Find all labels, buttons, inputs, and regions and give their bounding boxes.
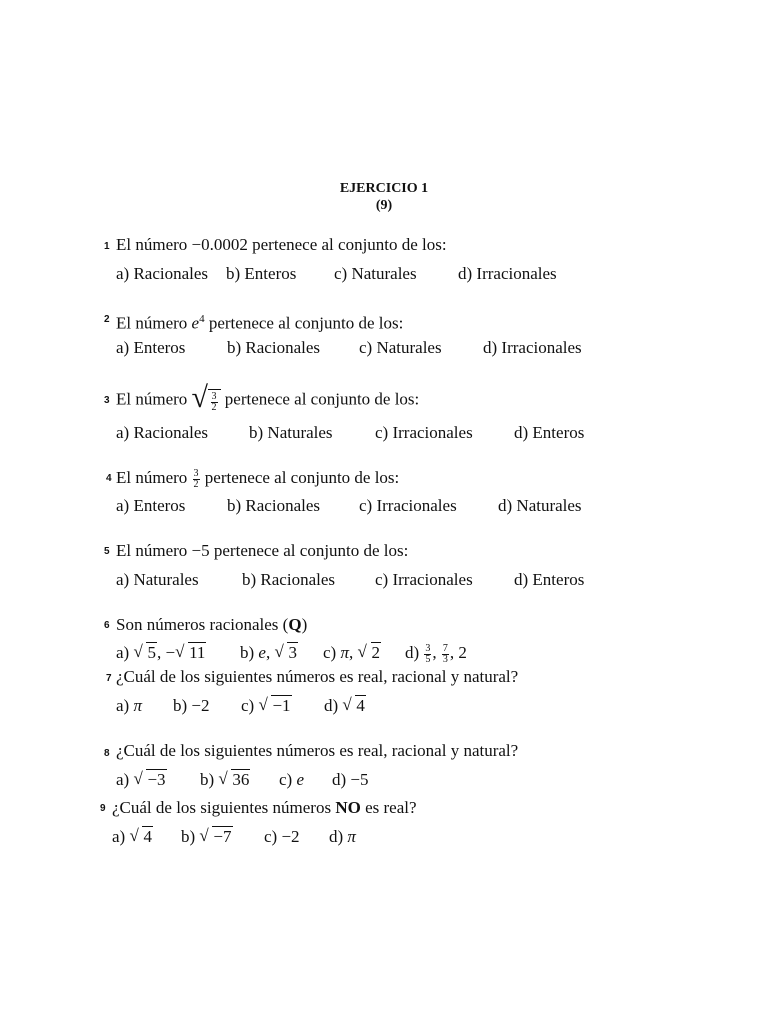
option-d[interactable]: d) Naturales (498, 496, 582, 515)
question-9-text (112, 798, 417, 818)
exercise-count: (9) (375, 198, 393, 213)
question-text: pertenece al conjunto de los: (209, 541, 409, 560)
square-root (342, 696, 366, 716)
option-a[interactable]: a) Racionales (116, 423, 209, 442)
option-d[interactable] (324, 696, 366, 716)
option-label: c) (241, 696, 255, 715)
math-value: π (133, 696, 142, 715)
option-d[interactable]: d) Enteros (514, 570, 585, 589)
sqrt-icon: √ (129, 826, 139, 845)
radicand: −3 (147, 770, 166, 789)
math-value: −5 (350, 770, 369, 789)
option-d[interactable]: d) Irracionales (458, 264, 557, 283)
option-b[interactable] (200, 770, 279, 790)
question-number: 9 (100, 803, 106, 814)
option-d[interactable]: d) Enteros (514, 423, 585, 442)
separator: , (349, 643, 358, 662)
math-value: e (296, 770, 305, 789)
option-c[interactable]: c) Irracionales (375, 423, 473, 442)
option-a[interactable] (116, 643, 240, 663)
math-value: −5 (191, 541, 210, 560)
option-b[interactable] (240, 643, 323, 663)
fraction-numerator: 7 (442, 642, 448, 654)
question-text: pertenece al conjunto de los: (220, 389, 420, 409)
option-label: c) (264, 827, 278, 846)
option-label: a) (116, 643, 130, 662)
option-label: b) (173, 696, 188, 715)
question-1-text (116, 235, 447, 255)
fraction-numerator: 3 (193, 467, 199, 479)
question-text: El número (116, 389, 192, 409)
radicand: 11 (189, 643, 206, 662)
question-4-options (116, 496, 582, 516)
question-text: El número (116, 235, 192, 254)
square-root (133, 770, 166, 790)
sqrt-icon: √ (133, 769, 143, 788)
question-8-options (116, 770, 369, 790)
question-text: El número (116, 541, 192, 560)
square-root (358, 643, 382, 663)
fraction-numerator: 3 (211, 390, 217, 402)
option-label: a) (116, 696, 130, 715)
question-2-options (116, 338, 582, 358)
question-2-text (116, 309, 403, 334)
option-tail: , 2 (449, 643, 467, 662)
question-5-text (116, 541, 408, 561)
option-label: c) (323, 643, 337, 662)
question-text: pertenece al conjunto de los: (247, 235, 447, 254)
square-root (129, 827, 153, 847)
question-number: 1 (104, 241, 110, 252)
option-d[interactable]: d) $\frac{3}{5}$ , $\frac{7}{3}$ , 2 (405, 642, 467, 665)
option-a[interactable]: a) Racionales (116, 264, 209, 283)
question-text: Son números racionales ( (116, 615, 289, 634)
sqrt-icon: √ (191, 381, 209, 414)
question-5-options (116, 570, 584, 590)
option-c[interactable] (241, 696, 324, 716)
fraction-denominator: 3 (442, 653, 448, 665)
sqrt-icon: √ (274, 642, 284, 661)
separator: , (265, 643, 275, 662)
fraction-denominator: 5 (425, 653, 431, 665)
option-a[interactable]: a) Enteros (116, 338, 186, 357)
option-a[interactable]: a) Naturales (116, 570, 199, 589)
sqrt-icon: √ (357, 642, 367, 661)
square-root (199, 827, 232, 847)
question-3-text (116, 381, 420, 414)
question-text: pertenece al conjunto de los: (200, 468, 400, 487)
option-c[interactable] (264, 827, 329, 847)
question-text: El número (116, 313, 192, 333)
question-number: 7 (106, 673, 112, 684)
question-8-text: ¿Cuál de los siguientes números es real, racional y natural? (116, 741, 519, 760)
option-c[interactable]: c) Irracionales (359, 496, 457, 515)
option-d[interactable] (332, 770, 369, 790)
square-root (218, 770, 250, 790)
option-label: d) (324, 696, 339, 715)
fraction-numerator: 3 (425, 642, 431, 654)
option-b[interactable] (181, 827, 264, 847)
radicand: 4 (356, 696, 365, 715)
square-root (274, 643, 298, 663)
separator: , − (156, 643, 176, 662)
option-a[interactable] (116, 770, 200, 790)
question-number: 5 (104, 546, 110, 557)
question-number: 3 (104, 395, 110, 406)
option-label: a) (112, 827, 126, 846)
radicand: 3 (288, 643, 297, 662)
square-root (191, 381, 221, 414)
question-text: es real? (360, 798, 417, 817)
option-label: a) (116, 770, 130, 789)
math-value: π (347, 827, 356, 846)
option-c[interactable]: c) Naturales (359, 338, 442, 357)
option-label: b) (181, 827, 196, 846)
option-c[interactable] (323, 643, 405, 663)
option-b[interactable] (173, 696, 241, 716)
fraction-denominator: 2 (211, 401, 217, 413)
question-text: ) (301, 615, 308, 634)
square-root (175, 643, 206, 663)
fraction-denominator: 2 (193, 478, 199, 490)
option-c[interactable]: c) Naturales (334, 264, 417, 283)
question-number: 6 (104, 620, 110, 631)
math-value: e (191, 313, 200, 333)
question-text: pertenece al conjunto de los: (204, 313, 404, 333)
question-9-options (112, 827, 356, 847)
radicand: −1 (272, 696, 291, 715)
option-b[interactable]: b) Naturales (249, 423, 333, 442)
option-c[interactable] (279, 770, 332, 790)
question-text: El número (116, 468, 192, 487)
exercise-title: EJERCICIO 1 (339, 181, 429, 196)
fraction (442, 644, 449, 665)
question-7-options (116, 696, 366, 716)
math-value: −2 (191, 696, 210, 715)
question-7-text: ¿Cuál de los siguientes números es real, racional y natural? (116, 667, 519, 686)
radicand: 2 (371, 643, 380, 662)
sqrt-icon: √ (175, 642, 185, 661)
option-d[interactable] (329, 827, 356, 847)
option-label: d) (332, 770, 347, 789)
option-b[interactable]: b) Enteros (226, 264, 297, 283)
math-value: −0.0002 (191, 235, 248, 254)
question-6-text (116, 615, 307, 635)
question-number: 2 (104, 314, 110, 325)
option-b[interactable]: b) Racionales (227, 338, 320, 357)
square-root (133, 643, 157, 663)
sqrt-icon: √ (199, 826, 209, 845)
option-b[interactable]: b) Racionales (242, 570, 335, 589)
option-label: d) (329, 827, 344, 846)
set-symbol: Q (288, 615, 302, 634)
fraction (424, 644, 431, 665)
option-label: b) (240, 643, 255, 662)
sqrt-icon: √ (133, 642, 143, 661)
question-number: 4 (106, 473, 112, 484)
math-value: e (258, 643, 266, 662)
option-label: c) (279, 770, 293, 789)
option-label: d) (405, 643, 420, 662)
option-a[interactable]: a) Enteros (116, 496, 186, 515)
radicand: 36 (232, 770, 250, 789)
math-exponent: 4 (199, 313, 205, 325)
square-root (258, 696, 291, 716)
option-d[interactable]: d) Irracionales (483, 338, 582, 357)
sqrt-icon: √ (218, 769, 228, 788)
math-value: −2 (281, 827, 300, 846)
emphasis-text: NO (335, 798, 361, 817)
question-text: ¿Cuál de los siguientes números (112, 798, 336, 817)
option-a[interactable] (112, 827, 181, 847)
sqrt-icon: √ (258, 695, 268, 714)
question-number: 8 (104, 748, 110, 759)
question-6-options (116, 643, 467, 665)
question-4-text (116, 468, 399, 490)
sqrt-icon: √ (342, 695, 352, 714)
option-label: b) (200, 770, 215, 789)
radicand: 4 (143, 827, 152, 846)
math-value: π (340, 643, 349, 662)
fraction (193, 469, 200, 490)
radicand: 5 (147, 643, 156, 662)
option-b[interactable]: b) Racionales (227, 496, 320, 515)
radicand: −7 (213, 827, 232, 846)
question-3-options (116, 423, 584, 443)
question-1-options (116, 264, 557, 284)
option-c[interactable]: c) Irracionales (375, 570, 473, 589)
option-a[interactable] (116, 696, 173, 716)
